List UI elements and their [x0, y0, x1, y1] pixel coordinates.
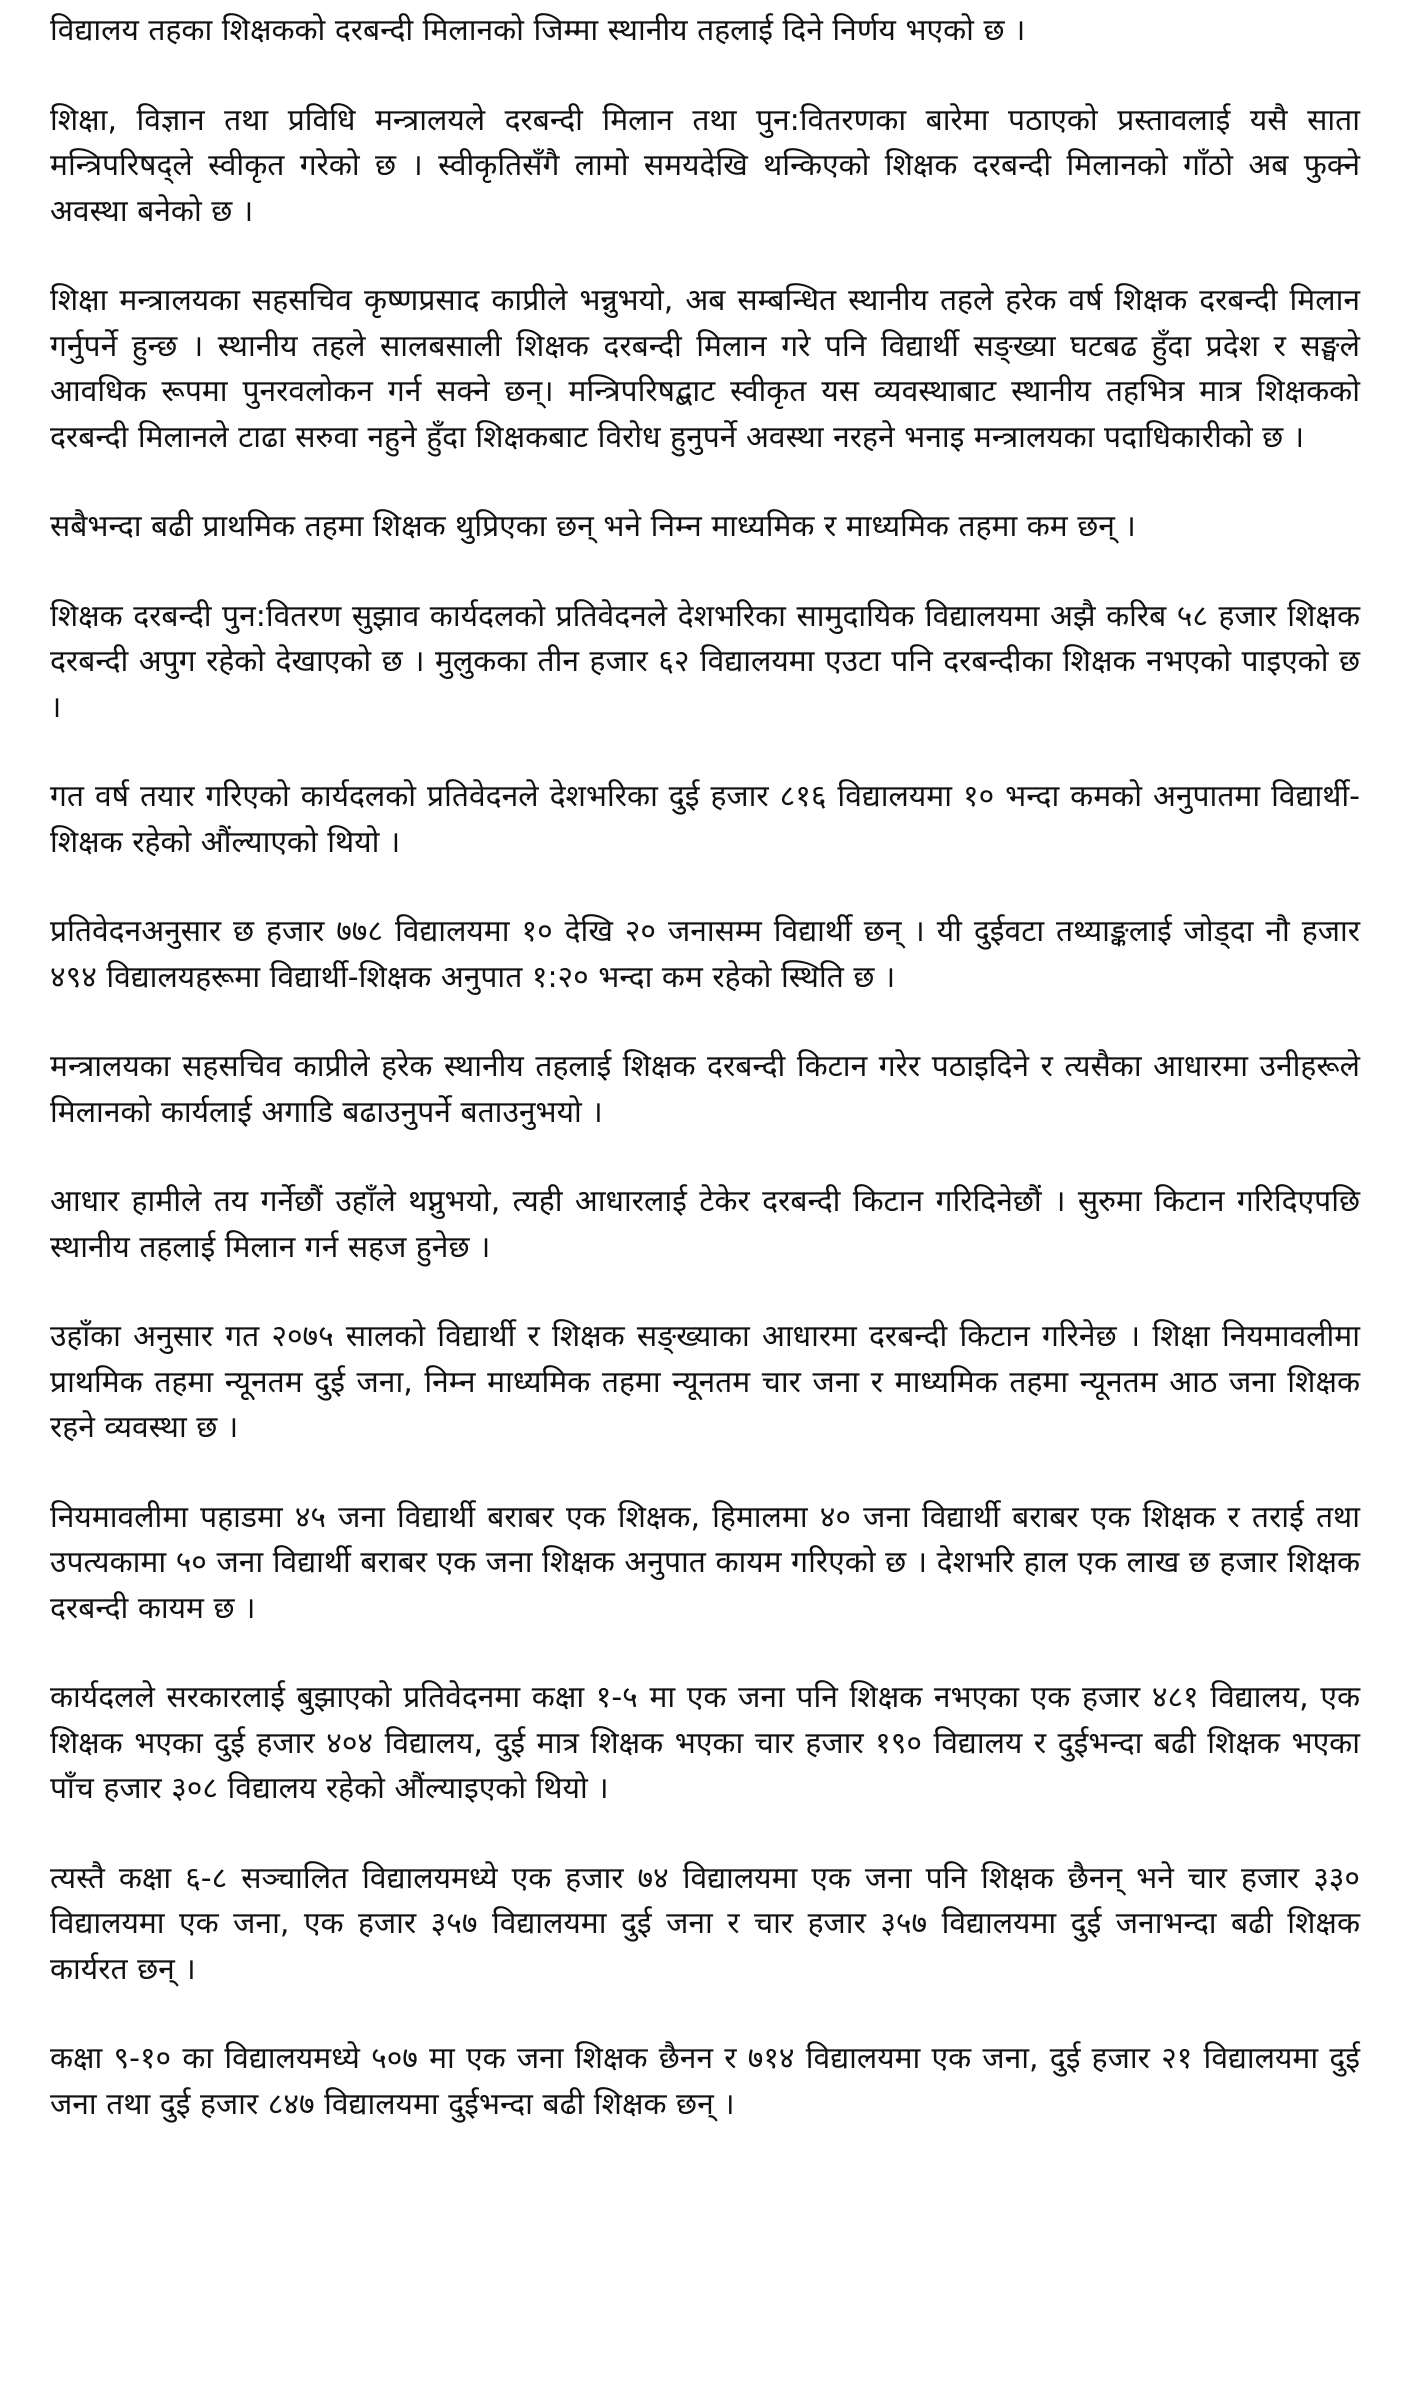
paragraph-5: शिक्षक दरबन्दी पुन:वितरण सुझाव कार्यदलको प्रतिवेदनले देशभरिका सामुदायिक विद्यालयमा अझै करिब ५८ हजार शिक्षक दरबन्दी अपुग रहेको देखाएको छ । मुलुकका तीन हजार ६२ विद्यालयमा एउटा पनि दरबन्दीका शिक्षक नभएको पाइएको छ ।: [50, 598, 1360, 725]
paragraph-10: उहाँका अनुसार गत २०७५ सालको विद्यार्थी र शिक्षक सङ्ख्याका आधारमा दरबन्दी किटान गरिनेछ । शिक्षा नियमावलीमा प्राथमिक तहमा न्यूनतम दुई जना, निम्न माध्यमिक तहमा न्यूनतम चार जना र माध्यमिक तहमा न्यूनतम आठ जना शिक्षक रहने व्यवस्था छ ।: [50, 1319, 1360, 1445]
paragraph-3: शिक्षा मन्त्रालयका सहसचिव कृष्णप्रसाद काप्रीले भन्नुभयो, अब सम्बन्धित स्थानीय तहले हरेक वर्ष शिक्षक दरबन्दी मिलान गर्नुपर्ने हुन्छ । स्थानीय तहले सालबसाली शिक्षक दरबन्दी मिलान गरे पनि विद्यार्थी सङ्ख्या घटबढ हुँदा प्रदेश र सङ्घले आवधिक रूपमा पुनरवलोकन गर्न सक्ने छन्। मन्त्रिपरिषद्बाट स्वीकृत यस व्यवस्थाबाट स्थानीय तहभित्र मात्र शिक्षकको दरबन्दी मिलानले टाढा सरुवा नहुने हुँदा शिक्षकबाट विरोध हुनुपर्ने अवस्था नरहने भनाइ मन्त्रालयका पदाधिकारीको छ ।: [50, 283, 1360, 455]
paragraph-2: शिक्षा, विज्ञान तथा प्रविधि मन्त्रालयले दरबन्दी मिलान तथा पुन:वितरणका बारेमा पठाएको प्रस्तावलाई यसै साता मन्त्रिपरिषद्ले स्वीकृत गरेको छ । स्वीकृतिसँगै लामो समयदेखि थन्किएको शिक्षक दरबन्दी मिलानको गाँठो अब फुक्ने अवस्था बनेको छ ।: [50, 102, 1360, 229]
paragraph-8: मन्त्रालयका सहसचिव काप्रीले हरेक स्थानीय तहलाई शिक्षक दरबन्दी किटान गरेर पठाइदिने र त्यसैका आधारमा उनीहरूले मिलानको कार्यलाई अगाडि बढाउनुपर्ने बताउनुभयो ।: [50, 1049, 1360, 1130]
paragraph-14: कक्षा ९-१० का विद्यालयमध्ये ५०७ मा एक जना शिक्षक छैनन र ७१४ विद्यालयमा एक जना, दुई हजार २१ विद्यालयमा दुई जना तथा दुई हजार ८४७ विद्यालयमा दुईभन्दा बढी शिक्षक छन् ।: [50, 2041, 1360, 2122]
paragraph-12: कार्यदलले सरकारलाई बुझाएको प्रतिवेदनमा कक्षा १-५ मा एक जना पनि शिक्षक नभएका एक हजार ४८१ विद्यालय, एक शिक्षक भएका दुई हजार ४०४ विद्यालय, दुई मात्र शिक्षक भएका चार हजार १९० विद्यालय र दुईभन्दा बढी शिक्षक भएका पाँच हजार ३०८ विद्यालय रहेको औंल्याइएको थियो ।: [50, 1680, 1360, 1806]
paragraph-4: सबैभन्दा बढी प्राथमिक तहमा शिक्षक थुप्रिएका छन् भने निम्न माध्यमिक र माध्यमिक तहमा कम छन् ।: [50, 509, 1136, 544]
paragraph-6: गत वर्ष तयार गरिएको कार्यदलको प्रतिवेदनले देशभरिका दुई हजार ८१६ विद्यालयमा १० भन्दा कमको अनुपातमा विद्यार्थी-शिक्षक रहेको औंल्याएको थियो ।: [50, 779, 1360, 860]
paragraph-13: त्यस्तै कक्षा ६-८ सञ्चालित विद्यालयमध्ये एक हजार ७४ विद्यालयमा एक जना पनि शिक्षक छैनन् भने चार हजार ३३० विद्यालयमा एक जना, एक हजार ३५७ विद्यालयमा दुई जना र चार हजार ३५७ विद्यालयमा दुई जनाभन्दा बढी शिक्षक कार्यरत छन् ।: [50, 1860, 1360, 1987]
paragraph-1: विद्यालय तहका शिक्षकको दरबन्दी मिलानको जिम्मा स्थानीय तहलाई दिने निर्णय भएको छ ।: [50, 13, 1026, 48]
paragraph-9: आधार हामीले तय गर्नेछौं उहाँले थप्नुभयो, त्यही आधारलाई टेकेर दरबन्दी किटान गरिदिनेछौं । सुरुमा किटान गरिदिएपछि स्थानीय तहलाई मिलान गर्न सहज हुनेछ ।: [50, 1184, 1360, 1265]
article-body: [50, 0, 1360, 2171]
paragraph-11: नियमावलीमा पहाडमा ४५ जना विद्यार्थी बराबर एक शिक्षक, हिमालमा ४० जना विद्यार्थी बराबर एक शिक्षक र तराई तथा उपत्यकामा ५० जना विद्यार्थी बराबर एक जना शिक्षक अनुपात कायम गरिएको छ । देशभरि हाल एक लाख छ हजार शिक्षक दरबन्दी कायम छ ।: [50, 1499, 1360, 1626]
paragraph-7: प्रतिवेदनअनुसार छ हजार ७७८ विद्यालयमा १० देखि २० जनासम्म विद्यार्थी छन् । यी दुईवटा तथ्याङ्कलाई जोड्दा नौ हजार ४९४ विद्यालयहरूमा विद्यार्थी-शिक्षक अनुपात १:२० भन्दा कम रहेको स्थिति छ ।: [50, 914, 1360, 995]
